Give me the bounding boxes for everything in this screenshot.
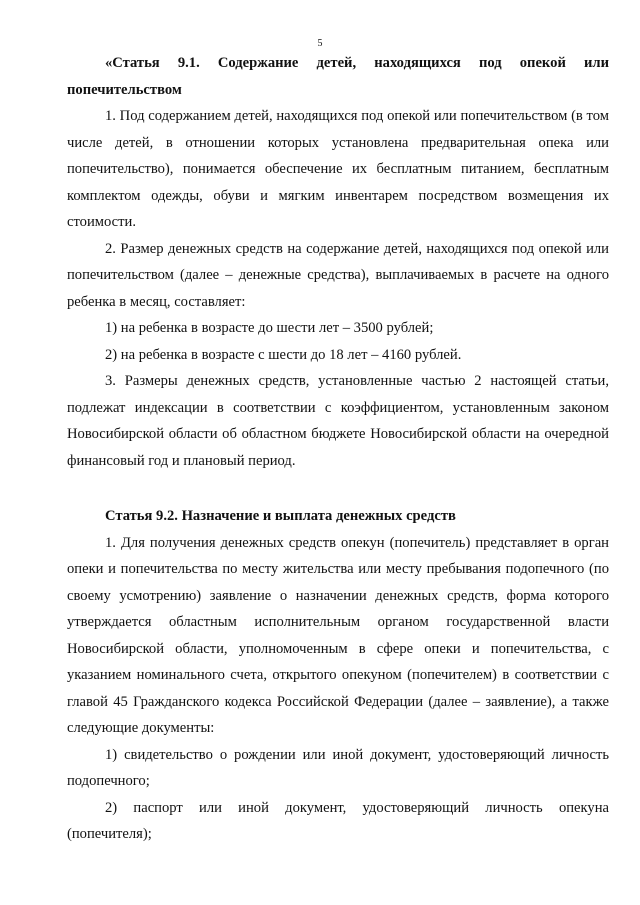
document-body bbox=[67, 50, 609, 848]
article-list-item: 2) паспорт или иной документ, удостоверяющий личность опекуна (попечителя); bbox=[67, 799, 609, 842]
article-list-item: 1) на ребенка в возрасте до шести лет – 3500 рублей; bbox=[105, 320, 434, 336]
article-9-1 bbox=[67, 50, 609, 474]
article-paragraph: 3. Размеры денежных средств, установленные частью 2 настоящей статьи, подлежат индексации в соответствии с коэффициентом, установленным законом Новосибирской области об областном бюджете Новосибирской области на очередной финансовый год и плановый период. bbox=[67, 373, 609, 469]
article-paragraph: 1. Для получения денежных средств опекун (попечитель) представляет в орган опеки и попечительства по месту жительства или месту пребывания подопечного (по своему усмотрению) заявление о назначении денежных средств, форма которого утверждается областным исполнительным органом государственной власти Новосибирской области, уполномоченным в сфере опеки и попечительства, с указанием номинального счета, открытого опекуном (попечителем) в соответствии с главой 45 Гражданского кодекса Российской Федерации (далее – заявление), а также следующие документы: bbox=[67, 534, 609, 736]
article-list-item: 2) на ребенка в возрасте с шести до 18 лет – 4160 рублей. bbox=[105, 346, 462, 363]
page-number: 5 bbox=[317, 38, 323, 49]
article-9-2 bbox=[67, 503, 609, 848]
article-paragraph: 1. Под содержанием детей, находящихся под опекой или попечительством (в том числе детей, в отношении которых установлена предварительная опека или попечительство), понимается обеспечение их бесплатным питанием, бесплатным комплектом одежды, обуви и мягким инвентарем посредством возмещения их стоимости. bbox=[67, 108, 609, 230]
article-title: Статья 9.2. Назначение и выплата денежных средств bbox=[105, 508, 456, 524]
article-list-item: 1) свидетельство о рождении или иной документ, удостоверяющий личность подопечного; bbox=[67, 746, 609, 789]
article-paragraph: 2. Размер денежных средств на содержание детей, находящихся под опекой или попечительством (далее – денежные средства), выплачиваемых в расчете на одного ребенка в месяц, составляет: bbox=[67, 240, 609, 310]
article-title: «Статья 9.1. Содержание детей, находящихся под опекой или попечительством bbox=[67, 55, 609, 98]
